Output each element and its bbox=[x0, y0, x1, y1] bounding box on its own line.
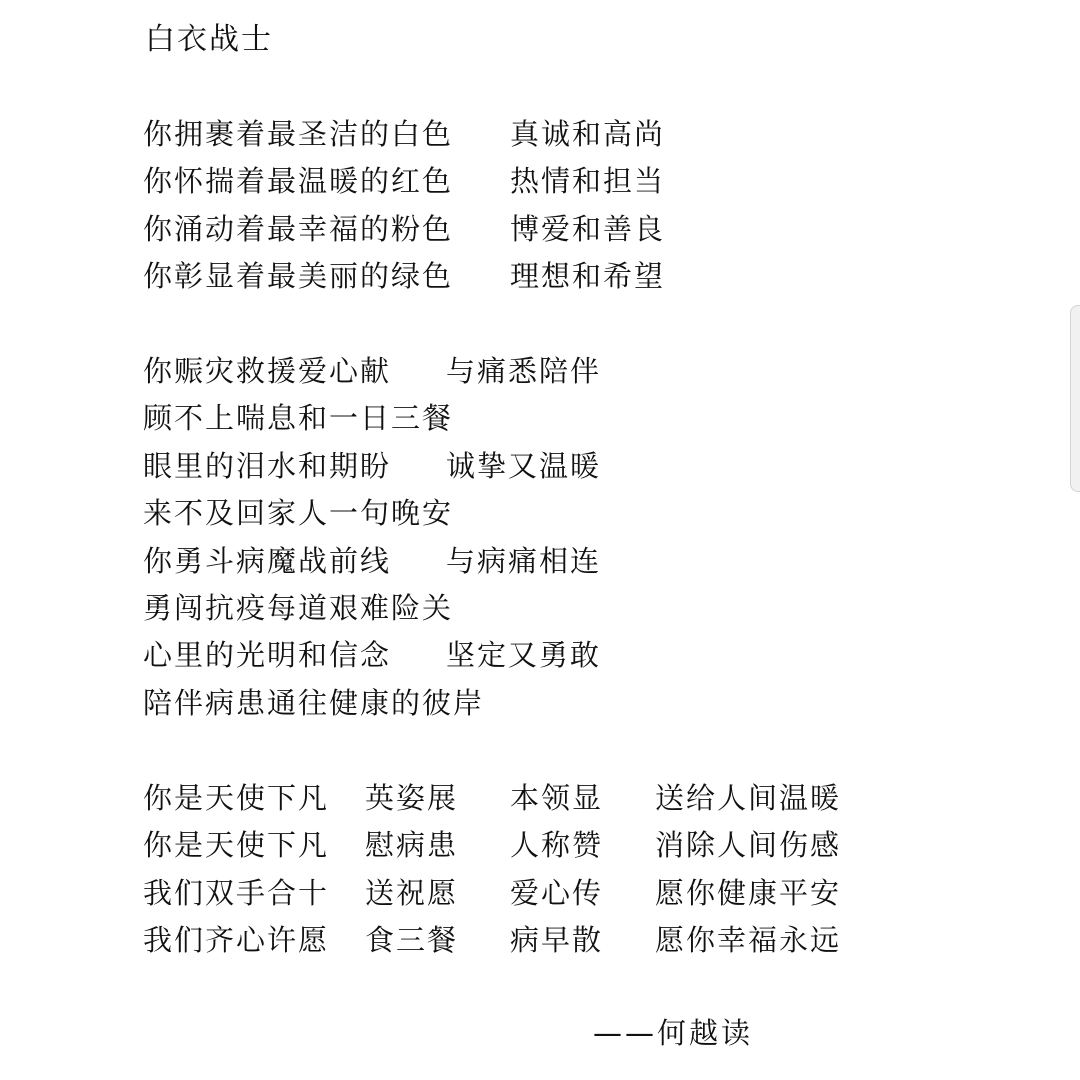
scroll-tab[interactable] bbox=[1070, 305, 1080, 492]
line-phrase-4: 送给人间温暖 bbox=[655, 781, 842, 815]
line-second-phrase: 真诚和高尚 bbox=[510, 117, 666, 151]
line-main-text: 陪伴病患通往健康的彼岸 bbox=[143, 685, 485, 720]
line-second-phrase: 博爱和善良 bbox=[510, 211, 666, 246]
line-phrase-1: 你是天使下凡 bbox=[143, 828, 330, 863]
line-phrase-2: 英姿展 bbox=[365, 781, 459, 815]
line-second-phrase: 热情和担当 bbox=[510, 164, 666, 199]
line-phrase-3: 人称赞 bbox=[510, 828, 604, 863]
line-phrase-4: 愿你健康平安 bbox=[655, 875, 842, 910]
line-second-phrase: 与病痛相连 bbox=[446, 543, 602, 578]
line-phrase-3: 本领显 bbox=[510, 781, 604, 815]
line-main-text: 你怀揣着最温暖的红色 bbox=[143, 164, 454, 199]
line-main-text: 来不及回家人一句晚安 bbox=[143, 496, 454, 531]
line-main-text: 你拥裹着最圣洁的白色 bbox=[143, 117, 454, 151]
line-phrase-1: 我们双手合十 bbox=[143, 875, 330, 910]
line-main-text: 眼里的泪水和期盼 bbox=[143, 448, 392, 483]
line-phrase-2: 食三餐 bbox=[365, 923, 459, 958]
line-phrase-4: 消除人间伤感 bbox=[655, 828, 842, 863]
line-main-text: 心里的光明和信念 bbox=[143, 638, 392, 673]
poem-title: 白衣战士 bbox=[145, 22, 273, 57]
line-main-text: 你赈灾救援爱心献 bbox=[143, 354, 392, 388]
line-phrase-1: 我们齐心许愿 bbox=[143, 923, 330, 958]
line-phrase-3: 爱心传 bbox=[510, 875, 604, 910]
line-second-phrase: 与痛悉陪伴 bbox=[446, 354, 602, 388]
line-main-text: 顾不上喘息和一日三餐 bbox=[143, 401, 454, 436]
poem-signature: ——何越读 bbox=[593, 1016, 754, 1050]
line-phrase-2: 送祝愿 bbox=[365, 875, 459, 910]
line-phrase-3: 病早散 bbox=[510, 923, 604, 958]
line-main-text: 你彰显着最美丽的绿色 bbox=[143, 259, 454, 294]
line-second-phrase: 坚定又勇敢 bbox=[446, 638, 602, 673]
line-phrase-4: 愿你幸福永远 bbox=[655, 923, 842, 958]
line-second-phrase: 理想和希望 bbox=[510, 259, 666, 294]
line-second-phrase: 诚挚又温暖 bbox=[446, 448, 602, 483]
line-main-text: 你勇斗病魔战前线 bbox=[143, 543, 392, 578]
line-phrase-1: 你是天使下凡 bbox=[143, 781, 330, 815]
line-phrase-2: 慰病患 bbox=[365, 828, 459, 863]
line-main-text: 勇闯抗疫每道艰难险关 bbox=[143, 590, 454, 625]
line-main-text: 你涌动着最幸福的粉色 bbox=[143, 211, 454, 246]
